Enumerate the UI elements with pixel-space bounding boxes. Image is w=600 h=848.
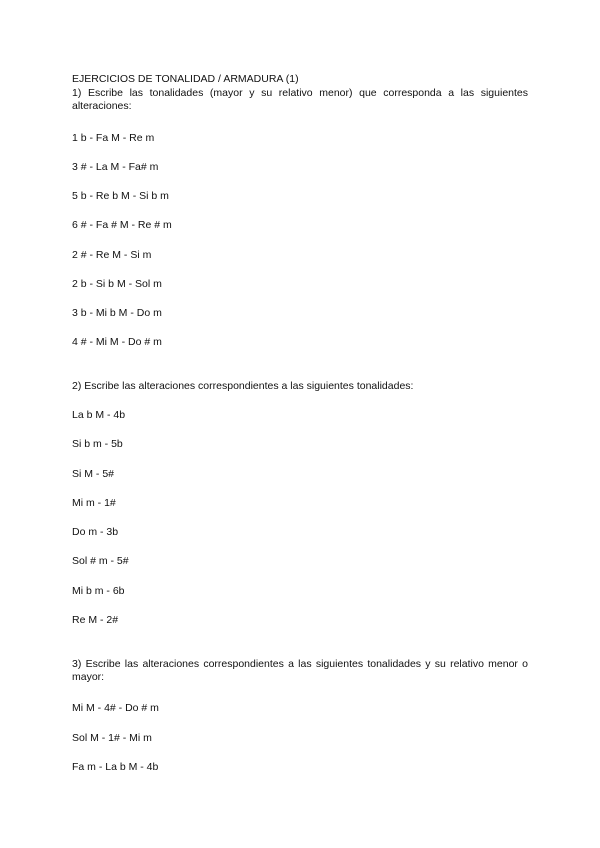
list-item: 4 # - Mi M - Do # m (72, 336, 162, 348)
list-item: Mi b m - 6b (72, 585, 125, 597)
list-item: Si b m - 5b (72, 438, 123, 450)
list-item: 1 b - Fa M - Re m (72, 132, 155, 144)
list-item: 2 # - Re M - Si m (72, 249, 152, 261)
list-item: 5 b - Re b M - Si b m (72, 190, 169, 202)
list-item: Do m - 3b (72, 526, 119, 538)
list-item: Mi M - 4# - Do # m (72, 702, 159, 714)
list-item: Re M - 2# (72, 614, 119, 626)
section-3-heading: 3) Escribe las alteraciones correspondientes a las siguientes tonalidades y su relativo menor o mayor: (72, 658, 528, 683)
list-item: La b M - 4b (72, 409, 126, 421)
section-2-heading: 2) Escribe las alteraciones correspondientes a las siguientes tonalidades: (72, 380, 414, 392)
list-item: 2 b - Si b M - Sol m (72, 278, 162, 290)
list-item: Fa m - La b M - 4b (72, 761, 159, 773)
list-item: Sol M - 1# - Mi m (72, 732, 152, 744)
document-title: EJERCICIOS DE TONALIDAD / ARMADURA (1) (72, 73, 299, 85)
list-item: Si M - 5# (72, 468, 115, 480)
section-1-heading: 1) Escribe las tonalidades (mayor y su relativo menor) que corresponda a las siguientes alteraciones: (72, 87, 528, 112)
list-item: Mi m - 1# (72, 497, 116, 509)
list-item: 3 # - La M - Fa# m (72, 161, 159, 173)
list-item: 3 b - Mi b M - Do m (72, 307, 162, 319)
list-item: 6 # - Fa # M - Re # m (72, 219, 172, 231)
list-item: Sol # m - 5# (72, 555, 129, 567)
